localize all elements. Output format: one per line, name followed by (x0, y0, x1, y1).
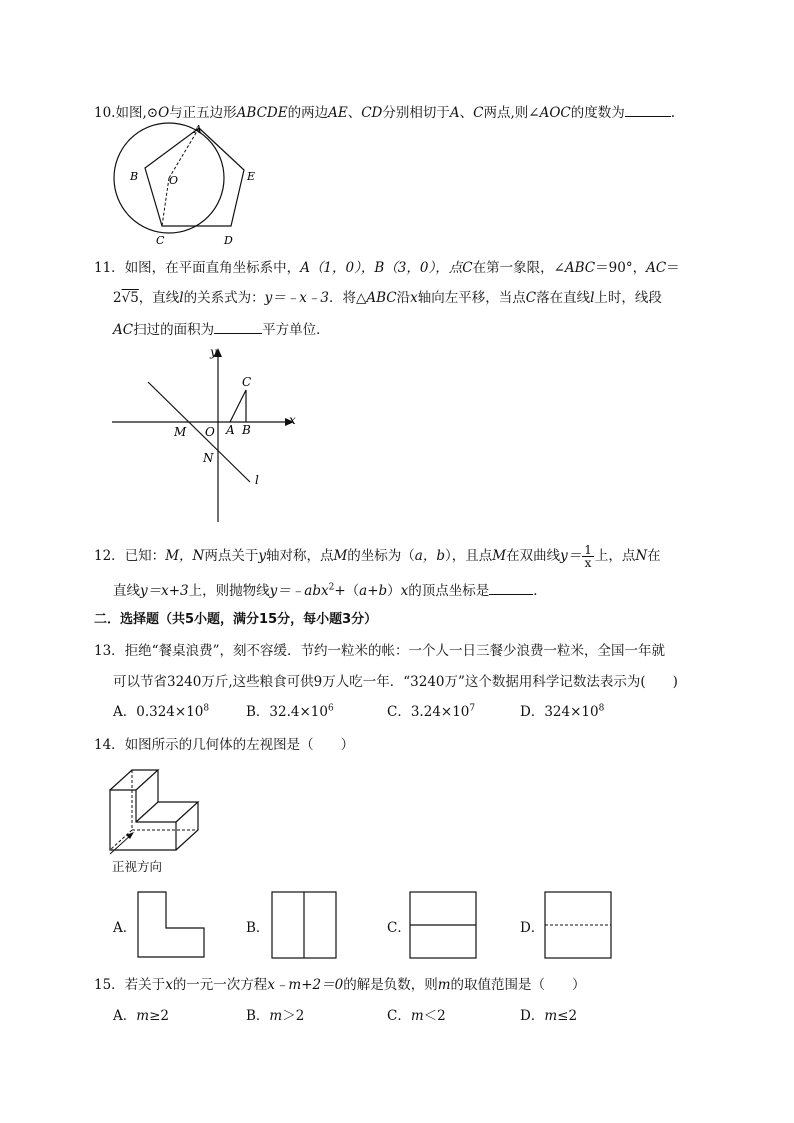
q11-label-n: N (203, 451, 214, 465)
option-label: B． (246, 1008, 270, 1024)
q14-option-a-shape[interactable] (136, 890, 208, 960)
q11-number: 11． (94, 260, 125, 276)
q10-label-e: E (247, 170, 256, 183)
q12-text: 的顶点坐标是 (408, 583, 490, 599)
q12-text: x (400, 583, 409, 599)
q10-text: 分别相切于 (382, 105, 450, 121)
q12-text: 轴对称，点 (265, 548, 334, 564)
q10-side: CD (361, 105, 383, 121)
q11-text: AC (646, 260, 667, 276)
segment-ac (230, 390, 246, 422)
q11-label-l: l (255, 473, 259, 487)
q11-text: 如图，在平面直角坐标系中， (124, 260, 301, 276)
q10-label-d: D (224, 234, 233, 247)
q12-text: y (258, 548, 266, 564)
q10-text: 、 (459, 105, 474, 121)
q14-option-d-label[interactable]: D． (520, 920, 545, 936)
q15-text: 若关于 (124, 977, 166, 993)
q11-text: ABC (366, 290, 397, 306)
option-label: C． (387, 1008, 411, 1024)
q11-text: 沿 (396, 290, 411, 306)
q12-text: 直线 (113, 583, 140, 599)
q12-text: 上，点 (594, 548, 636, 564)
answer-blank (625, 103, 671, 117)
q10-side: AE (328, 105, 348, 121)
q14-option-c-shape[interactable] (408, 890, 478, 960)
q12-text: +（ (334, 583, 360, 599)
q12-text: ． (533, 583, 547, 599)
q15-number: 15． (94, 977, 125, 993)
q10-label-a: A (194, 123, 202, 136)
q10-poly: ABCDE (236, 105, 288, 121)
q15-option-a[interactable] (113, 1007, 169, 1025)
q11-label-o: O (205, 425, 215, 439)
q14-caption: 正视方向 (112, 859, 163, 874)
q15-option-d[interactable] (520, 1007, 577, 1025)
q12-text: a，b (414, 548, 445, 564)
option-label: A． (113, 1008, 137, 1024)
option-value: 3.24×10 (410, 704, 470, 720)
q10-text: 与正五边形 (169, 105, 237, 121)
option-var: m (269, 1008, 283, 1024)
q11-text: ，直线 (138, 290, 180, 306)
q11-label-c: C (242, 375, 252, 389)
q14-option-d-shape[interactable] (543, 890, 613, 960)
q11-figure (108, 344, 308, 526)
q13-number: 13． (94, 643, 125, 659)
q13-line-2 (113, 673, 678, 691)
q11-text: 落在直线 (536, 290, 591, 306)
q10-text: 两点,则∠ (483, 105, 540, 121)
option-value: 324×10 (544, 704, 599, 720)
answer-blank (214, 320, 262, 334)
q10-label-o: O (169, 174, 179, 187)
option-label: D． (520, 1008, 545, 1024)
q13-line-1 (94, 642, 665, 660)
q12-text: M (333, 548, 348, 564)
q11-text: ＝90°， (595, 260, 647, 276)
q11-sqrt: √5 (121, 290, 139, 306)
q10-point: C (473, 105, 484, 121)
q10-label-b: B (130, 170, 139, 183)
q10-text: 如图, (115, 105, 147, 121)
q14-solid-figure (106, 764, 218, 856)
q11-text: ABC (564, 260, 596, 276)
q12-text: a+b (359, 583, 388, 599)
q14-option-b-label[interactable]: B． (246, 920, 270, 936)
q12-text: 在双曲线 (506, 548, 561, 564)
q11-label-a: A (226, 423, 235, 437)
option-exponent: 7 (469, 703, 476, 714)
q15-line (94, 976, 586, 994)
q10-label-c: C (156, 234, 165, 247)
q10-text: 的两边 (287, 105, 329, 121)
q13-option-a[interactable] (113, 703, 209, 721)
q10-pentagon (145, 128, 244, 226)
q12-text: 上，则抛物线 (188, 583, 270, 599)
q11-label-x: x (289, 413, 296, 427)
q11-text: AC (113, 322, 134, 338)
answer-blank (489, 581, 533, 595)
q13-option-c[interactable] (387, 703, 475, 721)
q12-text: 在 (647, 548, 661, 564)
option-value: ＞2 (282, 1008, 305, 1024)
option-exponent: 6 (327, 703, 334, 714)
q11-text: 2 (113, 290, 122, 306)
option-value: 0.324×10 (136, 704, 204, 720)
q10-text: 、 (347, 105, 362, 121)
q12-fraction (582, 544, 594, 569)
q15-text: 的取值范围是（ ） (450, 977, 586, 993)
q10-angle: AOC (539, 105, 571, 121)
q12-text: ） (387, 583, 401, 599)
q11-line-2 (113, 289, 662, 307)
q11-text: l (590, 290, 595, 306)
q11-text: 轴向左平移，当点 (417, 290, 526, 306)
q14-option-b-shape[interactable] (270, 890, 338, 960)
option-label: B． (246, 704, 270, 720)
section-heading: 二．选择题（共5小题，满分15分，每小题3分） (94, 612, 378, 627)
q14-option-c-label[interactable]: C． (387, 920, 411, 936)
q11-text: 在第一象限，∠ (472, 260, 565, 276)
q12-exponent: 2 (328, 582, 335, 593)
q11-text: C (525, 290, 537, 306)
fraction-denominator: x (584, 556, 592, 570)
q13-text: 可以节省3240万斤,这些粮食可供9万人吃一年．“3240万”这个数据用科学记数法表示为( ) (113, 674, 678, 690)
q11-text: y＝﹣x﹣3 (264, 290, 329, 306)
q15-text: x﹣m+2＝0 (267, 977, 344, 993)
q11-line-3 (113, 320, 330, 339)
q12-text: M (492, 548, 507, 564)
q11-text: x (410, 290, 418, 306)
q11-text: l (179, 290, 184, 306)
q11-label-b: B (242, 423, 251, 437)
q11-text: 扫过的面积为 (133, 322, 215, 338)
q11-text: A（1，0）， (300, 260, 375, 276)
q11-text: 平方单位． (262, 322, 330, 338)
q15-text: 的一元一次方程 (172, 977, 268, 993)
q11-text: 上时，线段 (594, 290, 662, 306)
q15-option-b[interactable] (246, 1007, 304, 1025)
q13-option-d[interactable] (520, 703, 604, 721)
q15-text: x (165, 977, 173, 993)
q12-text: M，N (165, 548, 205, 564)
q10-text: 的度数为 (570, 105, 625, 121)
q15-option-c[interactable] (387, 1007, 446, 1025)
option-label: D． (520, 704, 545, 720)
q11-text: ＝ (666, 260, 680, 276)
q11-text: B（3，0），点 (374, 260, 463, 276)
option-value: ＜2 (423, 1008, 446, 1024)
q10-point: A (449, 105, 460, 121)
q11-text: C (462, 260, 473, 276)
option-exponent: 8 (598, 703, 605, 714)
q12-line-1 (94, 544, 661, 569)
q11-label-y: y (210, 345, 217, 359)
option-value: 32.4×10 (269, 704, 328, 720)
line-l (148, 382, 250, 482)
q12-text: N (635, 548, 648, 564)
q11-line-1 (94, 259, 680, 277)
q12-text: y＝﹣abx (269, 583, 329, 599)
q12-text: 已知： (124, 548, 166, 564)
fraction-numerator: 1 (584, 543, 592, 557)
q11-label-m: M (174, 425, 187, 439)
q10-number: 10. (94, 105, 116, 121)
q14-option-a-label[interactable]: A． (113, 920, 137, 936)
q12-text: 的坐标为（ (347, 548, 415, 564)
q11-text: ．将△ (328, 290, 367, 306)
option-var: m (136, 1008, 150, 1024)
option-var: m (410, 1008, 424, 1024)
q10-circle: ⊙O (146, 105, 170, 121)
q12-text: y＝x+3 (140, 583, 189, 599)
q15-text: m (437, 977, 451, 993)
option-label: C． (387, 704, 411, 720)
q11-text: 的关系式为： (183, 290, 265, 306)
q12-text: 两点关于 (204, 548, 259, 564)
q13-text: 拒绝“餐桌浪费”，刻不容缓．节约一粒米的帐：一个人一日三餐少浪费一粒米，全国一年就 (124, 643, 665, 659)
q14-text: 如图所示的几何体的左视图是（ ） (124, 737, 355, 753)
q14-number: 14． (94, 737, 125, 753)
q10-line (94, 103, 675, 122)
option-label: A． (113, 704, 137, 720)
q13-option-b[interactable] (246, 703, 334, 721)
q12-number: 12． (94, 548, 125, 564)
q12-text: y＝ (560, 548, 582, 564)
q12-line-2 (113, 581, 547, 600)
option-exponent: 8 (203, 703, 210, 714)
option-value: ≤2 (557, 1008, 578, 1024)
option-value: ≥2 (149, 1008, 169, 1024)
option-var: m (544, 1008, 558, 1024)
q10-figure (108, 122, 268, 250)
q15-text: 的解是负数，则 (343, 977, 438, 993)
q14-line (94, 736, 354, 754)
q12-text: ），且点 (445, 548, 493, 564)
q10-text: . (670, 105, 676, 121)
